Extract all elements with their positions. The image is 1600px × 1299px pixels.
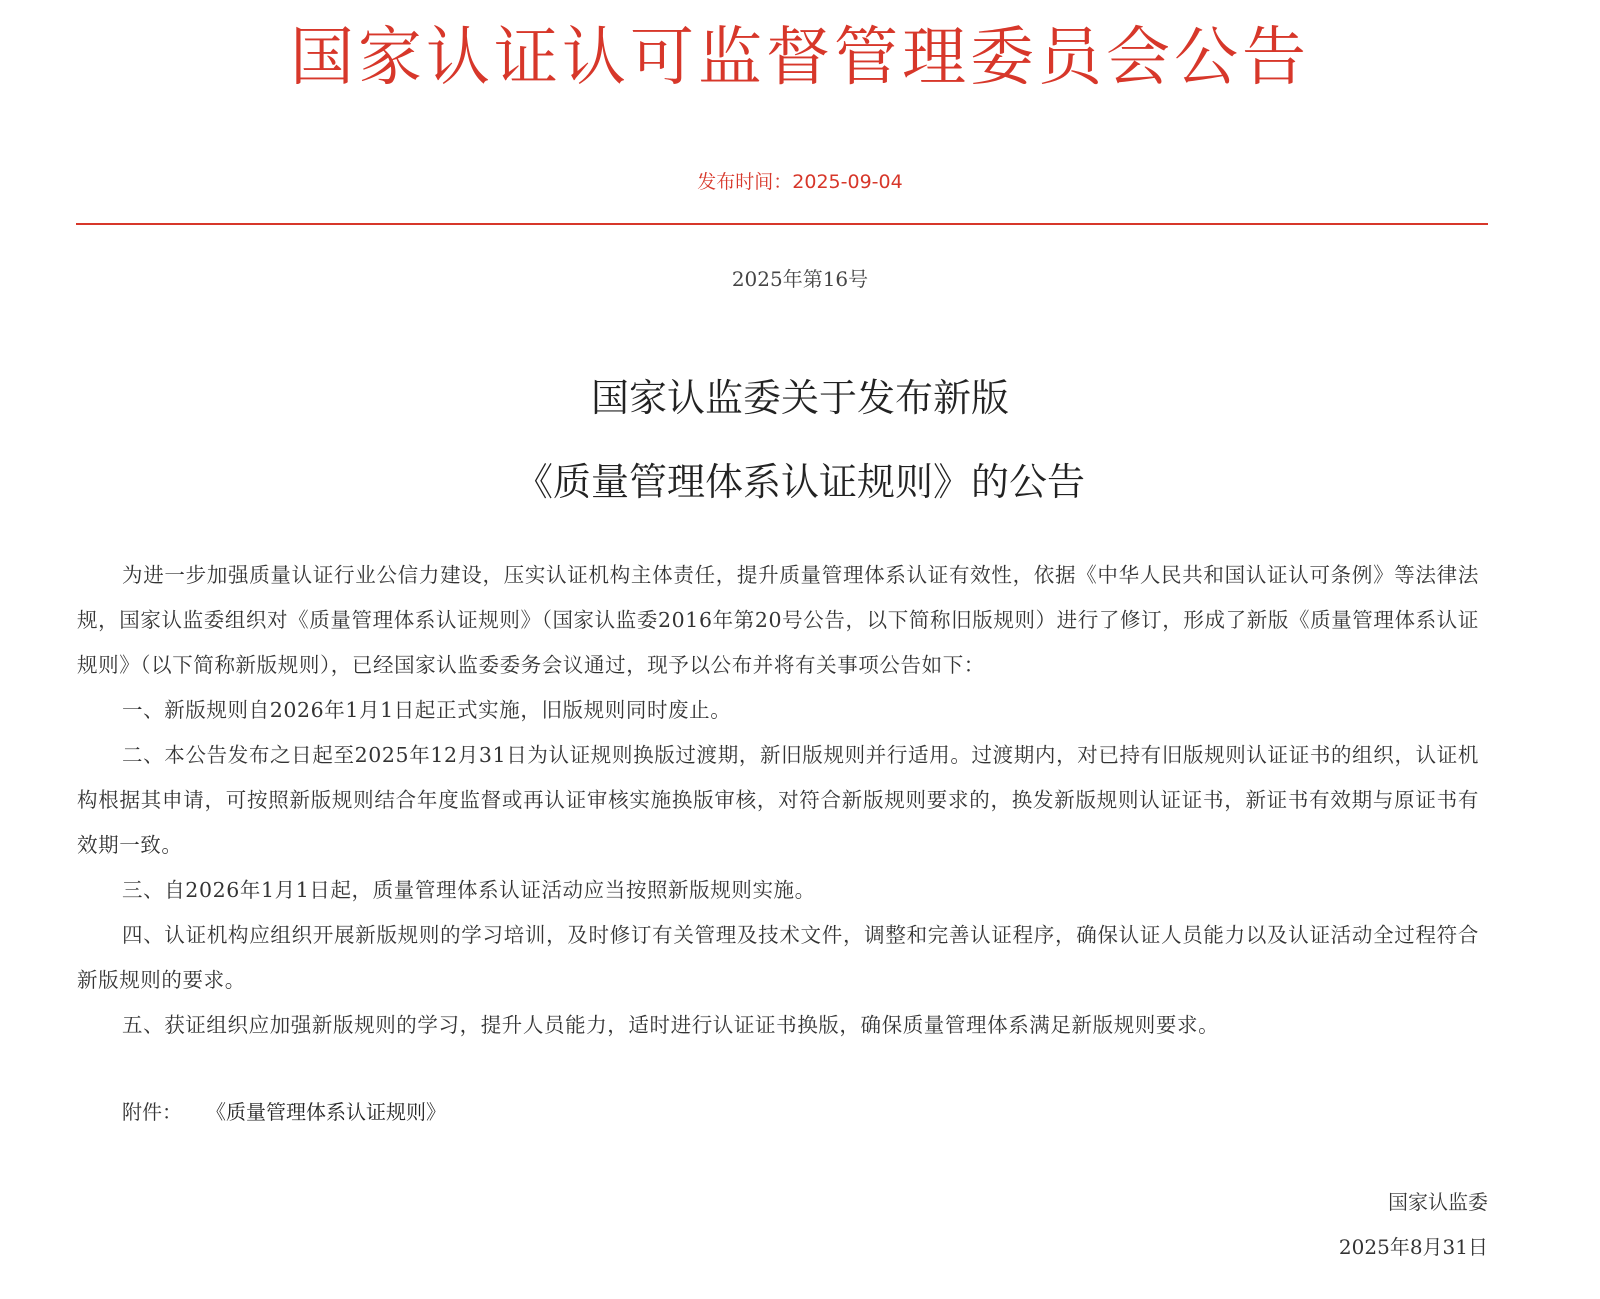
notice-title-line-2: 《质量管理体系认证规则》的公告 <box>514 460 1085 504</box>
body-paragraph-item-5: 五、获证组织应加强新版规则的学习，提升人员能力，适时进行认证证书换版，确保质量管理体系满足新版规则要求。 <box>122 1013 1220 1037</box>
signature-date: 2025年8月31日 <box>1338 1235 1488 1259</box>
notice-body <box>77 553 1479 1048</box>
body-paragraph-intro: 为进一步加强质量认证行业公信力建设，压实认证机构主体责任，提升质量管理体系认证有效性，依据《中华人民共和国认证认可条例》等法律法规，国家认监委组织对《质量管理体系认证规则》（国家认监委2016年第20号公告，以下简称旧版规则）进行了修订，形成了新版《质量管理体系认证规则》（以下简称新版规则），已经国家认监委委务会议通过，现予以公布并将有关事项公告如下： <box>77 563 1479 677</box>
attachment-link[interactable]: 《质量管理体系认证规则》 <box>206 1100 446 1124</box>
publish-time-label: 发布时间： <box>697 171 793 193</box>
body-paragraph-item-4: 四、认证机构应组织开展新版规则的学习培训，及时修订有关管理及技术文件，调整和完善认证程序，确保认证人员能力以及认证活动全过程符合新版规则的要求。 <box>77 923 1479 992</box>
publish-time <box>0 168 1600 196</box>
notice-title <box>0 356 1600 524</box>
body-paragraph-item-1: 一、新版规则自2026年1月1日起正式实施，旧版规则同时废止。 <box>122 698 732 722</box>
header-divider <box>76 223 1488 225</box>
page-header-title: 国家认证认可监督管理委员会公告 <box>290 21 1310 95</box>
attachment-label: 附件： <box>122 1100 182 1124</box>
attachment-row <box>122 1097 446 1127</box>
signature-organization: 国家认监委 <box>1388 1190 1488 1214</box>
body-paragraph-item-3: 三、自2026年1月1日起，质量管理体系认证活动应当按照新版规则实施。 <box>122 878 816 902</box>
publish-time-value: 2025-09-04 <box>792 171 903 193</box>
body-paragraph-item-2: 二、本公告发布之日起至2025年12月31日为认证规则换版过渡期，新旧版规则并行适用。过渡期内，对已持有旧版规则认证证书的组织，认证机构根据其申请，可按照新版规则结合年度监督或再认证审核实施换版审核，对符合新版规则要求的，换发新版规则认证证书，新证书有效期与原证书有效期一致。 <box>77 743 1479 857</box>
notice-title-line-1: 国家认监委关于发布新版 <box>590 376 1009 420</box>
document-number: 2025年第16号 <box>731 267 869 291</box>
signature-block <box>1339 1180 1488 1270</box>
